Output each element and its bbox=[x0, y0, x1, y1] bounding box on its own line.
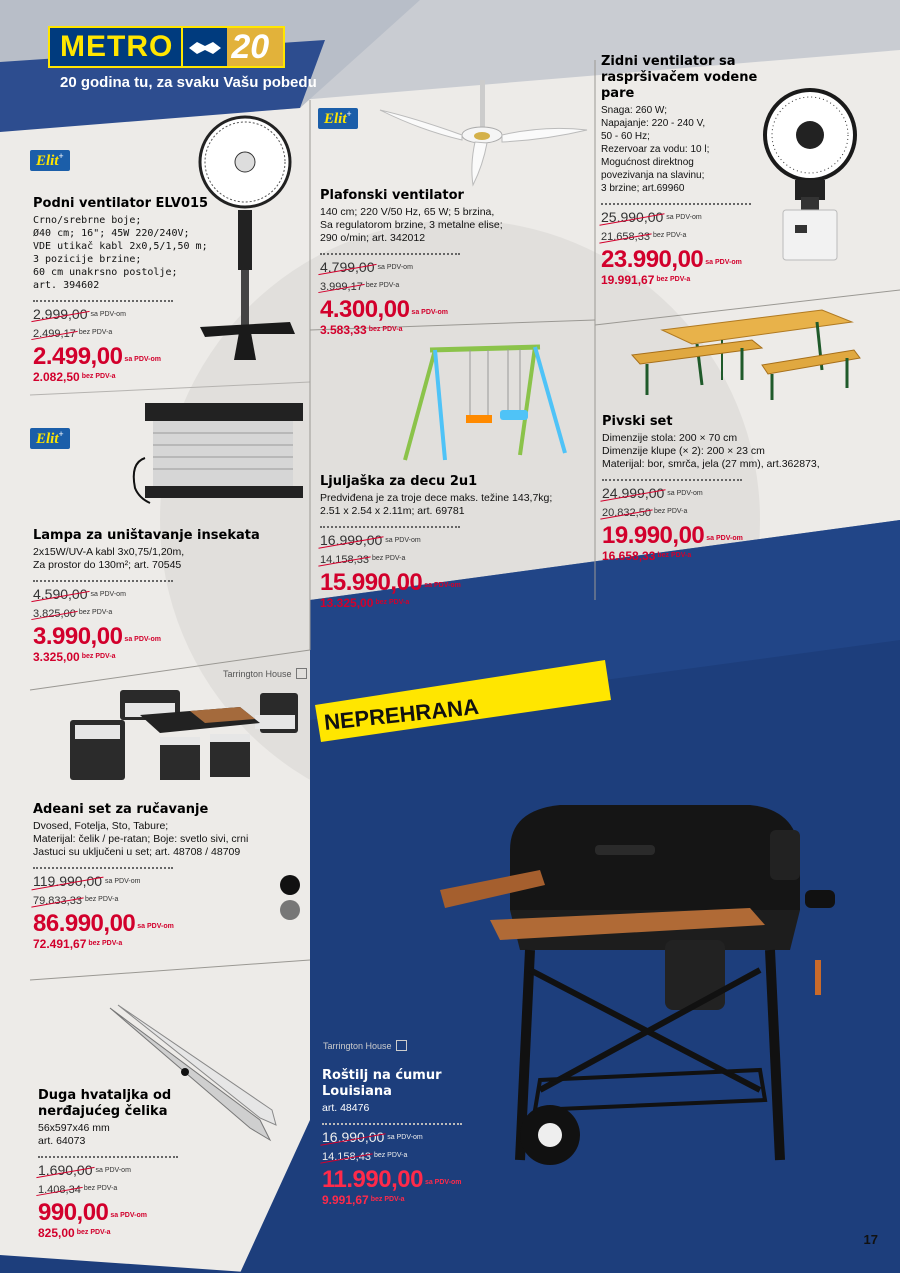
color-swatch-grey[interactable] bbox=[280, 900, 300, 920]
net-label: bez PDV-a bbox=[78, 328, 113, 336]
vat-label: sa PDV-om bbox=[706, 534, 743, 542]
product-beer-set[interactable] bbox=[602, 414, 892, 563]
vat-label: sa PDV-om bbox=[95, 1166, 131, 1174]
divider bbox=[601, 203, 751, 205]
vat-label: sa PDV-om bbox=[137, 922, 174, 930]
product-stand-fan[interactable] bbox=[33, 196, 273, 384]
new-net-price: 3.583,33 bbox=[320, 322, 367, 337]
new-net-price: 825,00 bbox=[38, 1225, 75, 1240]
new-price: 990,00 bbox=[38, 1198, 109, 1226]
vat-label: sa PDV-om bbox=[385, 536, 421, 544]
old-net-price: 79.833,33 bbox=[33, 894, 82, 907]
new-net-price: 3.325,00 bbox=[33, 649, 80, 664]
product-title: Podni ventilator ELV015 bbox=[33, 196, 209, 211]
divider bbox=[320, 526, 460, 528]
product-grill[interactable] bbox=[322, 1068, 552, 1207]
net-label: bez PDV-a bbox=[375, 599, 410, 607]
vat-label: sa PDV-om bbox=[666, 213, 702, 221]
old-price: 24.999,00 bbox=[602, 485, 665, 501]
vat-label: sa PDV-om bbox=[424, 581, 461, 589]
house-icon bbox=[296, 668, 307, 679]
logo-metro-text: METRO bbox=[48, 26, 183, 68]
handshake-icon bbox=[183, 26, 227, 68]
old-net-price: 3.825,00 bbox=[33, 607, 76, 620]
old-net-price: 21.658,33 bbox=[601, 230, 650, 243]
elit-brand-badge: Elit+ bbox=[30, 150, 70, 171]
new-price: 2.499,00 bbox=[33, 342, 123, 370]
new-price: 15.990,00 bbox=[320, 568, 423, 596]
old-price: 4.799,00 bbox=[320, 259, 375, 275]
elit-brand-badge: Elit+ bbox=[30, 428, 70, 449]
product-title: Ljuljaška za decu 2u1 bbox=[320, 474, 478, 489]
metro-logo[interactable] bbox=[48, 26, 285, 68]
divider bbox=[33, 867, 173, 869]
product-swing[interactable] bbox=[320, 474, 595, 610]
divider bbox=[38, 1156, 178, 1158]
new-price: 4.300,00 bbox=[320, 295, 410, 323]
elit-brand-badge: Elit+ bbox=[318, 108, 358, 129]
new-net-price: 19.991,67 bbox=[601, 272, 655, 287]
net-label: bez PDV-a bbox=[653, 507, 688, 515]
old-price: 2.999,00 bbox=[33, 306, 88, 322]
insect-lamp-image bbox=[125, 398, 305, 508]
tarrington-brand-label: Tarrington House bbox=[323, 1040, 407, 1051]
divider bbox=[322, 1123, 462, 1125]
product-title: Plafonski ventilator bbox=[320, 188, 464, 203]
beer-set-image bbox=[622, 300, 862, 410]
old-price: 4.590,00 bbox=[33, 586, 88, 602]
net-label: bez PDV-a bbox=[373, 1151, 408, 1159]
category-banner-text: NEPREHRANA bbox=[322, 693, 480, 735]
new-price: 23.990,00 bbox=[601, 245, 704, 273]
new-net-price: 9.991,67 bbox=[322, 1192, 369, 1207]
product-description: art. 48476 bbox=[322, 1102, 370, 1114]
product-description: 56x597x46 mm art. 64073 bbox=[38, 1122, 110, 1147]
net-label: bez PDV-a bbox=[76, 1229, 111, 1237]
old-net-price: 3.999,17 bbox=[320, 280, 363, 293]
net-label: bez PDV-a bbox=[652, 231, 687, 239]
net-label: bez PDV-a bbox=[83, 1184, 118, 1192]
old-net-price: 14.158,33 bbox=[320, 553, 369, 566]
new-net-price: 72.491,67 bbox=[33, 936, 87, 951]
net-label: bez PDV-a bbox=[656, 276, 691, 284]
vat-label: sa PDV-om bbox=[110, 1211, 147, 1219]
net-label: bez PDV-a bbox=[88, 940, 123, 948]
divider bbox=[602, 479, 742, 481]
new-net-price: 2.082,50 bbox=[33, 369, 80, 384]
divider bbox=[320, 253, 460, 255]
product-title: Lampa za uništavanje insekata bbox=[33, 528, 260, 543]
header-tagline: 20 godina tu, za svaku Vašu pobedu bbox=[60, 74, 317, 91]
product-title: Pivski set bbox=[602, 414, 673, 429]
old-price: 16.999,00 bbox=[320, 532, 383, 548]
new-price: 19.990,00 bbox=[602, 521, 705, 549]
net-label: bez PDV-a bbox=[371, 554, 406, 562]
vat-label: sa PDV-om bbox=[90, 590, 126, 598]
product-title: Duga hvataljka od nerđajućeg čelika bbox=[38, 1088, 172, 1119]
product-ceiling-fan[interactable] bbox=[320, 188, 590, 337]
new-price: 3.990,00 bbox=[33, 622, 123, 650]
new-price: 86.990,00 bbox=[33, 909, 136, 937]
product-description: Snaga: 260 W; Napajanje: 220 - 240 V, 50 - 60 Hz; Rezervoar za vodu: 10 l; Mogućnost direktnog povezivanja na slavinu; 3 brzine; art.69960 bbox=[601, 105, 710, 194]
net-label: bez PDV-a bbox=[657, 552, 692, 560]
product-description: Dimenzije stola: 200 × 70 cm Dimenzije klupe (× 2): 200 × 23 cm Materijal: bor, smrča, jela (27 mm), art.362873, bbox=[602, 432, 820, 470]
product-insect-lamp[interactable] bbox=[33, 528, 303, 664]
product-description: Predviđena je za troje dece maks. težine 143,7kg; 2.51 x 2.54 x 2.11m; art. 69781 bbox=[320, 492, 553, 517]
product-title: Roštilj na ćumur Louisiana bbox=[322, 1068, 442, 1099]
net-label: bez PDV-a bbox=[78, 608, 113, 616]
ceiling-fan-image bbox=[375, 80, 590, 190]
product-description: Crno/srebrne boje; Ø40 cm; 16"; 45W 220/240V; VDE utikač kabl 2x0,5/1,50 m; 3 pozicije brzine; 60 cm unakrsno postolje; art. 394602 bbox=[33, 215, 208, 291]
vat-label: sa PDV-om bbox=[387, 1133, 423, 1141]
net-label: bez PDV-a bbox=[84, 895, 119, 903]
net-label: bez PDV-a bbox=[368, 326, 403, 334]
old-net-price: 20.832,50 bbox=[602, 506, 651, 519]
vat-label: sa PDV-om bbox=[424, 1178, 462, 1186]
product-tongs[interactable] bbox=[38, 1088, 278, 1240]
divider bbox=[33, 580, 173, 582]
old-price: 25.990,00 bbox=[601, 209, 664, 225]
net-label: bez PDV-a bbox=[365, 281, 400, 289]
product-description: 2x15W/UV-A kabl 3x0,75/1,20m, Za prostor do 130m²; art. 70545 bbox=[33, 546, 185, 571]
product-title: Adeani set za ručavanje bbox=[33, 802, 209, 817]
old-price: 16.990,00 bbox=[322, 1129, 385, 1145]
old-price: 1.690,00 bbox=[38, 1162, 93, 1178]
color-swatch-black[interactable] bbox=[280, 875, 300, 895]
divider bbox=[33, 300, 173, 302]
vat-label: sa PDV-om bbox=[411, 308, 448, 316]
new-net-price: 16.658,33 bbox=[602, 548, 656, 563]
logo-anniversary: 20 bbox=[227, 26, 285, 68]
vat-label: sa PDV-om bbox=[667, 489, 703, 497]
net-label: bez PDV-a bbox=[81, 653, 116, 661]
old-net-price: 2.499,17 bbox=[33, 327, 76, 340]
vat-label: sa PDV-om bbox=[705, 258, 742, 266]
product-description: Dvosed, Fotelja, Sto, Tabure; Materijal: čelik / pe-ratan; Boje: svetlo sivi, crni Jastuci su uključeni u set; art. 48708 / 48709 bbox=[33, 820, 249, 858]
new-price: 11.990,00 bbox=[322, 1165, 423, 1193]
dining-set-image bbox=[60, 685, 300, 795]
tarrington-brand-label: Tarrington House bbox=[223, 668, 307, 679]
old-net-price: 1.408,34 bbox=[38, 1183, 81, 1196]
old-price: 119.990,00 bbox=[33, 873, 103, 889]
category-banner bbox=[315, 660, 611, 742]
net-label: bez PDV-a bbox=[370, 1196, 405, 1204]
vat-label: sa PDV-om bbox=[105, 877, 141, 885]
swing-image bbox=[400, 335, 570, 465]
vat-label: sa PDV-om bbox=[124, 635, 161, 643]
vat-label: sa PDV-om bbox=[90, 310, 126, 318]
product-title: Zidni ventilator sa raspršivačem vodene pare bbox=[601, 54, 758, 101]
net-label: bez PDV-a bbox=[81, 373, 116, 381]
vat-label: sa PDV-om bbox=[377, 263, 413, 271]
product-dining-set[interactable] bbox=[33, 802, 303, 951]
new-net-price: 13.325,00 bbox=[320, 595, 374, 610]
page-number: 17 bbox=[863, 1232, 878, 1247]
product-wall-fan[interactable] bbox=[601, 54, 801, 287]
old-net-price: 14.158,43 bbox=[322, 1150, 371, 1163]
house-icon bbox=[396, 1040, 407, 1051]
product-description: 140 cm; 220 V/50 Hz, 65 W; 5 brzina, Sa regulatorom brzine, 3 metalne elise; 290 o/min; art. 342012 bbox=[320, 206, 503, 244]
vat-label: sa PDV-om bbox=[124, 355, 161, 363]
